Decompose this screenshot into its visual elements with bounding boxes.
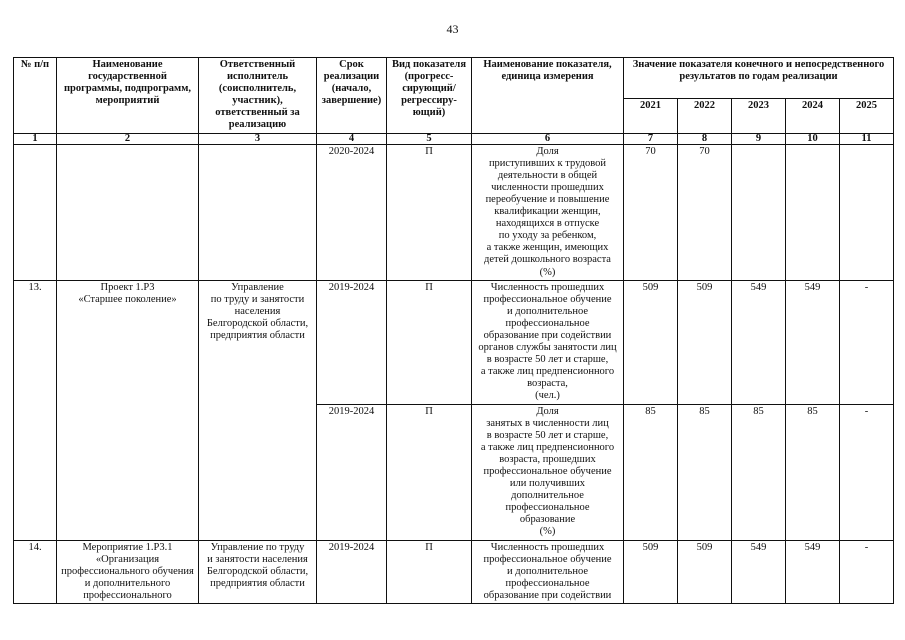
row-type: П: [387, 144, 472, 280]
header-indicator: Наименование показателя, единица измерения: [472, 58, 624, 134]
row-name: Проект 1.Р3 «Старшее поколение»: [57, 280, 199, 540]
row-executor: Управление по труду и занятости населения Белгородской области, предприятия области: [199, 540, 317, 603]
row-value-2025: -: [840, 280, 894, 404]
column-number-8: 8: [678, 133, 732, 144]
row-value-2024: 85: [786, 404, 840, 540]
header-year-2025: 2025: [840, 98, 894, 133]
row-term: 2019-2024: [317, 540, 387, 603]
header-year-2022: 2022: [678, 98, 732, 133]
row-value-2025: -: [840, 540, 894, 603]
column-number-9: 9: [732, 133, 786, 144]
row-indicator: Численность прошедших профессиональное обучение и дополнительное профессиональное образование при содействии: [472, 540, 624, 603]
column-number-6: 6: [472, 133, 624, 144]
header-values: Значение показателя конечного и непосредственного результатов по годам реализации: [624, 58, 894, 99]
row-name: [57, 144, 199, 280]
row-value-2022: 509: [678, 540, 732, 603]
header-num: № п/п: [14, 58, 57, 134]
row-value-2022: 70: [678, 144, 732, 280]
header-executor: Ответственный исполнитель (соисполнитель, участник), ответственный за реализацию: [199, 58, 317, 134]
row-term: 2020-2024: [317, 144, 387, 280]
row-type: П: [387, 404, 472, 540]
row-num: 13.: [14, 280, 57, 540]
header-year-2021: 2021: [624, 98, 678, 133]
row-value-2021: 85: [624, 404, 678, 540]
column-number-4: 4: [317, 133, 387, 144]
row-executor: Управление по труду и занятости населения Белгородской области, предприятия области: [199, 280, 317, 540]
row-executor: [199, 144, 317, 280]
indicators-table: [13, 57, 894, 604]
column-number-11: 11: [840, 133, 894, 144]
page-number: 43: [446, 22, 459, 36]
column-number-7: 7: [624, 133, 678, 144]
row-value-2025: -: [840, 404, 894, 540]
column-number-10: 10: [786, 133, 840, 144]
row-value-2024: 549: [786, 540, 840, 603]
row-type: П: [387, 540, 472, 603]
row-value-2023: [732, 144, 786, 280]
header-type: Вид показателя (прогресс- сирующий/ регрессиру- ющий): [387, 58, 472, 134]
row-indicator: Доля приступивших к трудовой деятельности в общей численности прошедших переобучение и повышение квалификации женщин, находящихся в отпуске по уходу за ребенком, а также женщин, имеющих детей дошкольного возраста (%): [472, 144, 624, 280]
row-value-2024: [786, 144, 840, 280]
row-name: Мероприятие 1.Р3.1 «Организация профессионального обучения и дополнительного профессионального: [57, 540, 199, 603]
row-num: 14.: [14, 540, 57, 603]
row-value-2023: 549: [732, 280, 786, 404]
row-indicator: Численность прошедших профессиональное обучение и дополнительное профессиональное образование при содействии органов службы занятости лиц в возрасте 50 лет и старше, а также лиц предпенсионного возраста, (чел.): [472, 280, 624, 404]
row-value-2025: [840, 144, 894, 280]
row-value-2022: 509: [678, 280, 732, 404]
row-term: 2019-2024: [317, 280, 387, 404]
row-num: [14, 144, 57, 280]
column-number-3: 3: [199, 133, 317, 144]
row-value-2021: 70: [624, 144, 678, 280]
row-value-2022: 85: [678, 404, 732, 540]
table-row: [14, 144, 894, 280]
column-number-2: 2: [57, 133, 199, 144]
row-value-2024: 549: [786, 280, 840, 404]
column-number-5: 5: [387, 133, 472, 144]
row-value-2021: 509: [624, 540, 678, 603]
table-row: [14, 540, 894, 603]
header-year-2023: 2023: [732, 98, 786, 133]
row-type: П: [387, 280, 472, 404]
row-value-2023: 549: [732, 540, 786, 603]
row-indicator: Доля занятых в численности лиц в возрасте 50 лет и старше, а также лиц предпенсионного возраста, прошедших профессиональное обучение или получивших дополнительное профессиональное образование (%): [472, 404, 624, 540]
table-row: [14, 280, 894, 404]
header-term: Срок реализации (начало, завершение): [317, 58, 387, 134]
row-value-2023: 85: [732, 404, 786, 540]
header-year-2024: 2024: [786, 98, 840, 133]
column-number-1: 1: [14, 133, 57, 144]
header-name: Наименование государственной программы, подпрограмм, мероприятий: [57, 58, 199, 134]
row-term: 2019-2024: [317, 404, 387, 540]
row-value-2021: 509: [624, 280, 678, 404]
